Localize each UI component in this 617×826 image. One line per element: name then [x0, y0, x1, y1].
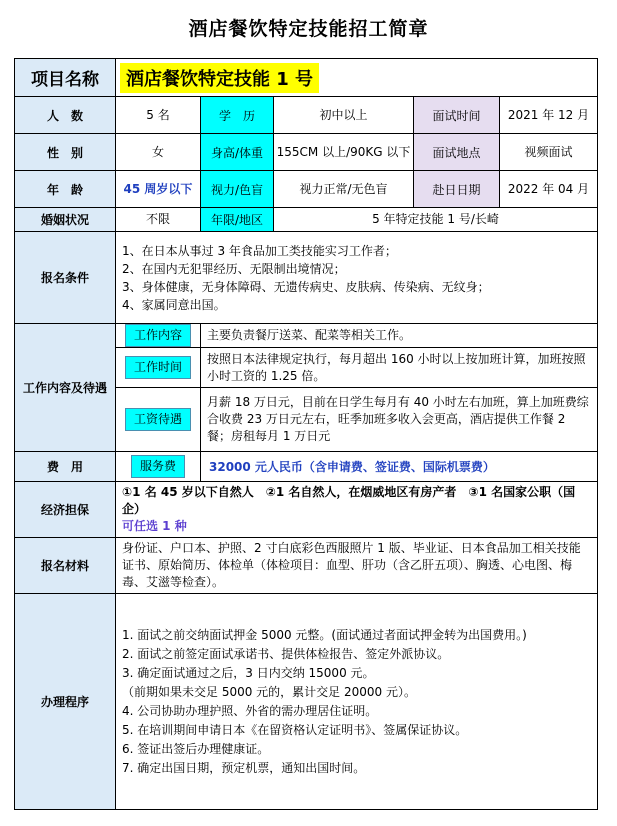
row-fee	[15, 452, 598, 482]
procedure-label: 办理程序	[15, 594, 116, 810]
materials-text: 身份证、户口本、护照、2 寸白底彩色西服照片 1 版、毕业证、日本食品加工相关技能证书、原始简历、体检单（体检项目：血型、肝功（含乙肝五项）、胸透、心电图、梅毒、艾滋等检查）。	[116, 538, 598, 594]
project-row	[15, 59, 598, 97]
interview-place-value: 视频面试	[500, 134, 598, 171]
materials-label: 报名材料	[15, 538, 116, 594]
age-label: 年 龄	[15, 171, 116, 208]
term-label: 年限/地区	[201, 208, 274, 232]
recruitment-table	[14, 58, 598, 810]
requirement-line: 3、身体健康，无身体障碍、无遗传病史、皮肤病、传染病、无纹身；	[122, 279, 490, 294]
edu-label: 学 历	[201, 97, 274, 134]
procedure-step: 7. 确定出国日期，预定机票，通知出国时间。	[122, 760, 366, 775]
marital-label: 婚姻状况	[15, 208, 116, 232]
procedure-step: 6. 签证出签后办理健康证。	[122, 741, 270, 756]
procedure-step: 1. 面试之前交纳面试押金 5000 元整。(面试通过者面试押金转为出国费用。)	[122, 627, 527, 642]
row-age	[15, 171, 598, 208]
height-label: 身高/体重	[201, 134, 274, 171]
marital-value: 不限	[116, 208, 201, 232]
row-requirements	[15, 232, 598, 324]
height-value: 155CM 以上/90KG 以下	[274, 134, 414, 171]
requirement-line: 1、在日本从事过 3 年食品加工类技能实习工作者；	[122, 243, 397, 258]
departure-label: 赴日日期	[414, 171, 500, 208]
work-pay-value: 月薪 18 万日元，目前在日学生每月有 40 小时左右加班，算上加班费综合收费 23 万日元左右，旺季加班多收入会更高，酒店提供工作餐 2 餐；房租每月 1 万日元	[201, 388, 598, 452]
row-count	[15, 97, 598, 134]
page-title: 酒店餐饮特定技能招工简章	[188, 18, 429, 40]
procedure-step: 4. 公司协助办理护照、外省的需办理居住证明。	[122, 703, 378, 718]
term-value: 5 年特定技能 1 号/长崎	[274, 208, 598, 232]
fee-value: 32000 元人民币（含申请费、签证费、国际机票费）	[201, 452, 598, 482]
row-guarantee	[15, 482, 598, 538]
row-marital	[15, 208, 598, 232]
guarantee-note: 可任选 1 种	[122, 519, 187, 533]
guarantee-options: ①1 名 45 岁以下自然人 ②1 名自然人，在烟威地区有房产者 ③1 名国家公职（国企）	[122, 485, 576, 516]
procedure-step: 2. 面试之前签定面试承诺书、提供体检报告、签定外派协议。	[122, 646, 450, 661]
procedure-step: 5. 在培训期间申请日本《在留资格认定证明书》、签属保证协议。	[122, 722, 468, 737]
row-work-content	[15, 324, 598, 348]
age-value: 45 周岁以下	[116, 171, 201, 208]
project-label: 项目名称	[15, 59, 116, 97]
interview-time-value: 2021 年 12 月	[500, 97, 598, 134]
work-content-value: 主要负责餐厅送菜、配菜等相关工作。	[201, 324, 598, 348]
gender-label: 性 别	[15, 134, 116, 171]
work-label: 工作内容及待遇	[15, 324, 116, 452]
project-value: 酒店餐饮特定技能 1 号	[120, 63, 319, 93]
gender-value: 女	[116, 134, 201, 171]
interview-place-label: 面试地点	[414, 134, 500, 171]
interview-time-label: 面试时间	[414, 97, 500, 134]
row-procedure	[15, 594, 598, 810]
vision-label: 视力/色盲	[201, 171, 274, 208]
departure-value: 2022 年 04 月	[500, 171, 598, 208]
procedure-step: 3. 确定面试通过之后，3 日内交纳 15000 元。	[122, 665, 375, 680]
work-time-value: 按照日本法律规定执行，每月超出 160 小时以上按加班计算，加班按照小时工资的 1.25 倍。	[201, 348, 598, 388]
requirement-line: 2、在国内无犯罪经历、无限制出境情况；	[122, 261, 346, 276]
procedure-step: （前期如果未交足 5000 元的，累计交足 20000 元）。	[122, 684, 416, 699]
edu-value: 初中以上	[274, 97, 414, 134]
count-label: 人 数	[15, 97, 116, 134]
guarantee-label: 经济担保	[15, 482, 116, 538]
row-materials	[15, 538, 598, 594]
work-pay-label: 工资待遇	[125, 408, 191, 431]
work-time-label: 工作时间	[125, 356, 191, 379]
fee-label: 费 用	[15, 452, 116, 482]
requirements-label: 报名条件	[15, 232, 116, 324]
requirements-text	[116, 232, 598, 324]
fee-sub-label: 服务费	[131, 455, 185, 478]
count-value: 5 名	[116, 97, 201, 134]
work-content-label: 工作内容	[125, 324, 191, 347]
row-gender	[15, 134, 598, 171]
vision-value: 视力正常/无色盲	[274, 171, 414, 208]
requirement-line: 4、家属同意出国。	[122, 297, 226, 312]
